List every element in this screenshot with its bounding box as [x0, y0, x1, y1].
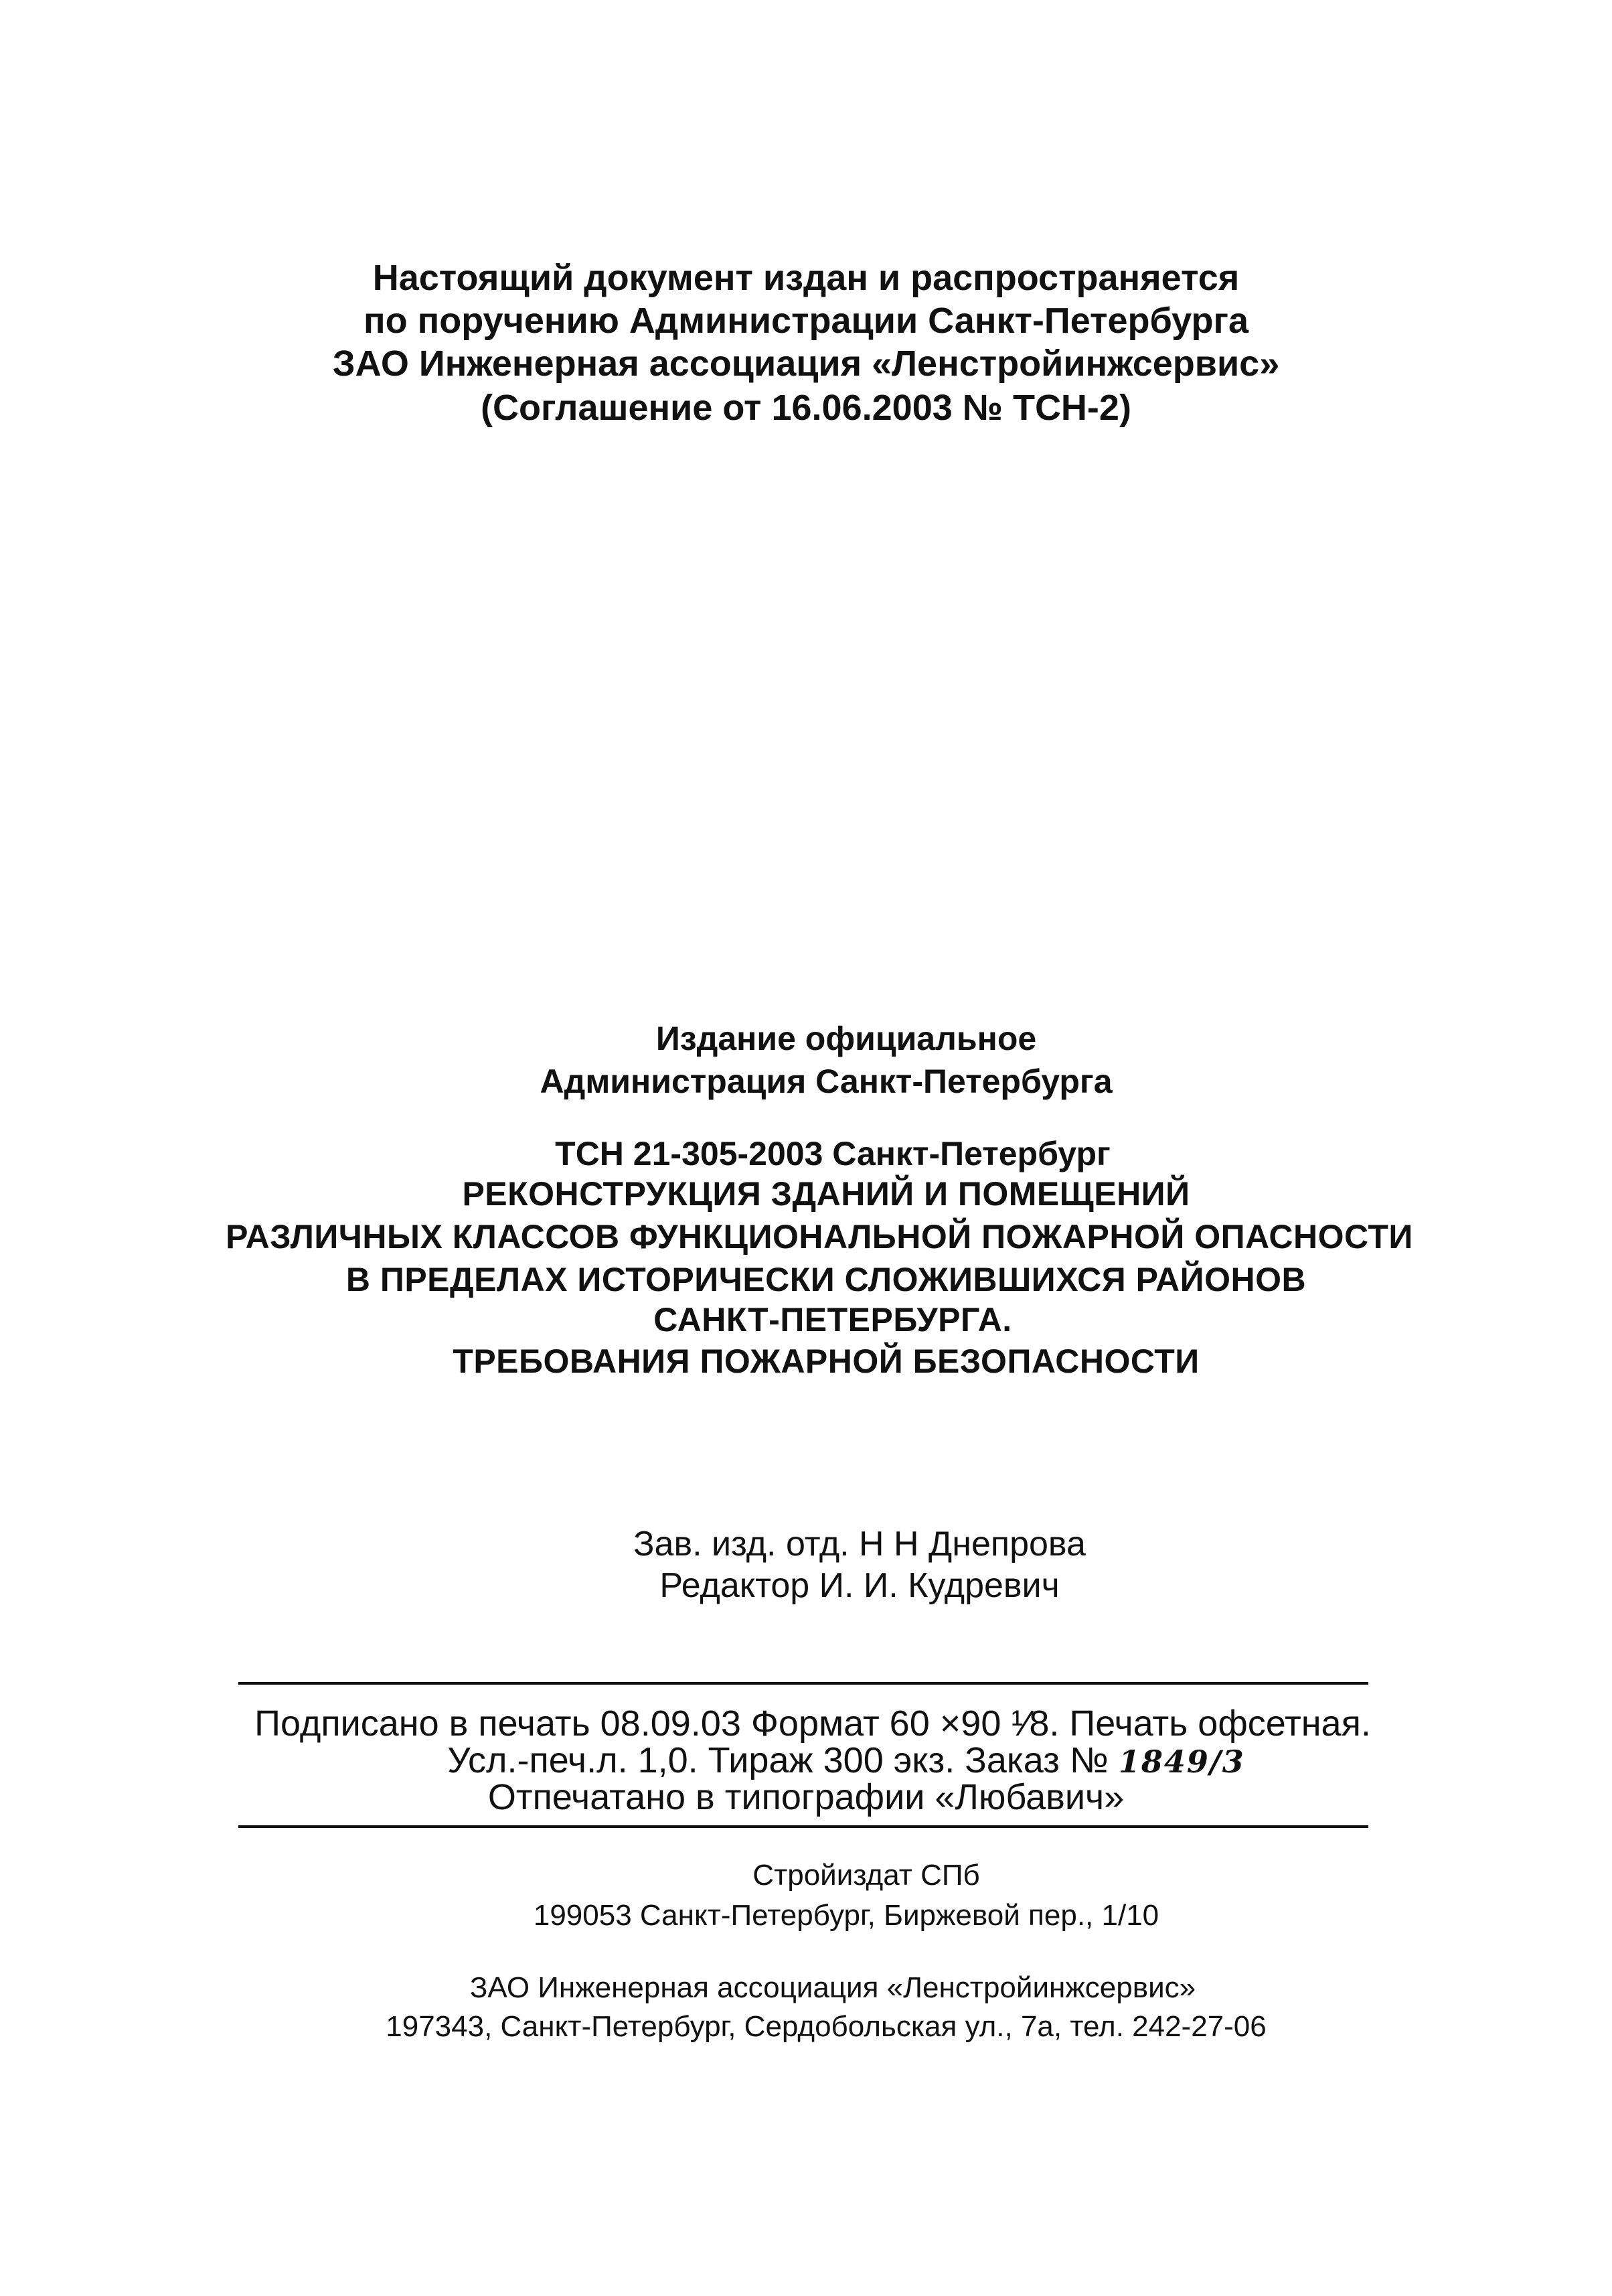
handwritten-order-number: 1849/3	[1118, 1744, 1245, 1780]
document-title-line: САНКТ-ПЕТЕРБУРГА.	[653, 1301, 1012, 1338]
imprint-top-rule	[238, 1682, 1368, 1685]
notice-line: (Соглашение от 16.06.2003 № ТСН-2)	[481, 388, 1131, 428]
edition-authority: Администрация Санкт-Петербурга	[540, 1063, 1113, 1100]
document-title-line: РАЗЛИЧНЫХ КЛАССОВ ФУНКЦИОНАЛЬНОЙ ПОЖАРНОЙ ОПАСНОСТИ	[226, 1218, 1413, 1255]
document-title-line: РЕКОНСТРУКЦИЯ ЗДАНИЙ И ПОМЕЩЕНИЙ	[462, 1175, 1190, 1213]
imprint-order-line	[40, 1742, 1612, 1778]
association-address: 197343, Санкт-Петербург, Сердобольская ул., 7а, тел. 242-27-06	[386, 2010, 1267, 2043]
document-title-line: В ПРЕДЕЛАХ ИСТОРИЧЕСКИ СЛОЖИВШИХСЯ РАЙОНОВ	[345, 1261, 1307, 1298]
imprint-signed-line: Подписано в печать 08.09.03 Формат 60 ×90 ¹⁄8. Печать офсетная.	[254, 1703, 1371, 1744]
head-of-department: Зав. изд. отд. Н Н Днепрова	[633, 1525, 1086, 1563]
imprint-bottom-rule	[238, 1825, 1368, 1828]
notice-line: ЗАО Инженерная ассоциация «Ленстройинжсервис»	[332, 343, 1280, 384]
document-code: ТСН 21-305-2003 Санкт-Петербург	[555, 1135, 1111, 1172]
notice-line: по поручению Администрации Санкт-Петербурга	[364, 301, 1248, 341]
imprint-order-text: Усл.-печ.л. 1,0. Тираж 300 экз. Заказ №	[447, 1740, 1109, 1780]
document-title-line: ТРЕБОВАНИЯ ПОЖАРНОЙ БЕЗОПАСНОСТИ	[453, 1343, 1200, 1380]
association-name: ЗАО Инженерная ассоциация «Ленстройинжсервис»	[469, 1971, 1196, 2004]
imprint-printed-by: Отпечатано в типографии «Любавич»	[487, 1777, 1125, 1817]
stroyizdat-address: 199053 Санкт-Петербург, Биржевой пер., 1/10	[533, 1899, 1159, 1932]
stroyizdat-name: Стройиздат СПб	[752, 1859, 980, 1892]
editor-name: Редактор И. И. Кудревич	[659, 1566, 1060, 1605]
edition-official-label: Издание официальное	[655, 1020, 1037, 1057]
notice-line: Настоящий документ издан и распространяется	[372, 258, 1240, 298]
